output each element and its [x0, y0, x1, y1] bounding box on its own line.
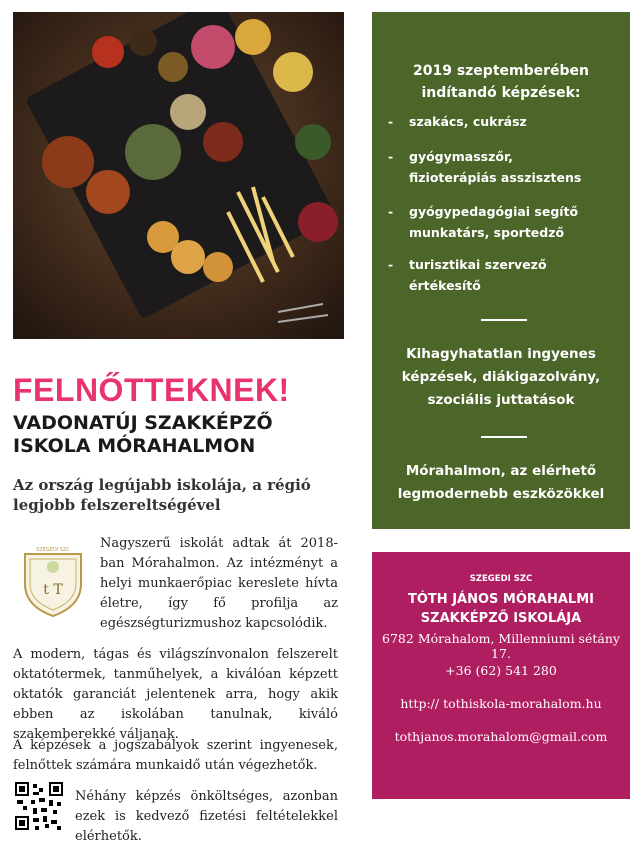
equipment-text — [372, 460, 630, 506]
divider — [481, 319, 527, 321]
bullet: - — [388, 114, 394, 129]
course-label: gyógymasszőr, — [409, 149, 514, 164]
benefits-line: képzések, diákigazolvány, — [401, 369, 601, 385]
school-name-line: SZAKKÉPZŐ ISKOLÁJA — [420, 611, 582, 626]
svg-text:t T: t T — [43, 582, 63, 598]
tagline: Az ország legújabb iskolája, a régió legjobb felszereltségével — [13, 476, 311, 514]
course-label: munkatárs, sportedző — [409, 225, 565, 240]
equipment-line: legmodernebb eszközökkel — [397, 486, 605, 502]
website-link[interactable]: http:// tothiskola-morahalom.hu — [400, 696, 602, 711]
divider — [481, 436, 527, 438]
fee-paragraph: Néhány képzés önköltséges, azonban ezek is kedvező fizetési feltételekkel elérhetők. — [75, 789, 338, 844]
email-link[interactable]: tothjanos.morahalom@gmail.com — [394, 729, 608, 744]
school-name — [372, 590, 630, 628]
courses-title — [372, 60, 630, 104]
subheadline-line: ISKOLA MÓRAHALMON — [13, 435, 256, 457]
phone-number[interactable]: +36 (62) 541 280 — [445, 663, 557, 678]
headline: FELNŐTTEKNEK! — [13, 372, 290, 408]
bullet: - — [388, 204, 394, 219]
facilities-paragraph: A modern, tágas és világszínvonalon felszerelt oktatótermek, tanműhelyek, a kiválóan képzett oktatók garanciát jelentenek arra, hogy akik ebben az iskolában tanulnak, kiváló szakemberekké váljanak. — [13, 647, 338, 742]
course-label: szakács, cukrász — [409, 114, 527, 129]
benefits-text — [372, 343, 630, 412]
subheadline — [13, 412, 273, 458]
courses-title-line: 2019 szeptemberében — [412, 63, 589, 79]
contact-panel — [372, 552, 630, 799]
course-label: fizioterápiás asszisztens — [409, 170, 582, 185]
benefits-line: Kihagyhatatlan ingyenes — [406, 346, 596, 362]
equipment-line: Mórahalmon, az elérhető — [405, 463, 597, 479]
benefits-line: szociális juttatások — [427, 392, 575, 408]
free-courses-paragraph: A képzések a jogszabályok szerint ingyenesek, felnőttek számára munkaidő után végezhetők. — [13, 738, 338, 773]
intro-paragraph: Nagyszerű iskolát adtak át 2018-ban Mórahalmon. Az intézményt a helyi munkaerőpiac kereslete hívta életre, így fő profilja az egészségturizmushoz kapcsolódik. — [100, 536, 338, 631]
food-photo — [13, 12, 344, 339]
bullet: - — [388, 257, 394, 272]
course-label: értékesítő — [409, 278, 481, 293]
school-name-line: TÓTH JÁNOS MÓRAHALMI — [408, 592, 594, 607]
bullet: - — [388, 149, 394, 164]
address: 6782 Mórahalom, Millenniumi sétány 17. — [382, 631, 620, 661]
course-label: gyógypedagógiai segítő — [409, 204, 579, 219]
qr-code[interactable] — [15, 782, 63, 830]
logo-text: SZEGEDI SZC — [36, 547, 70, 553]
courses-panel — [372, 12, 630, 529]
org-label: SZEGEDI SZC — [469, 574, 533, 584]
course-label: turisztikai szervező — [409, 257, 547, 272]
school-logo — [13, 540, 93, 620]
subheadline-line: VADONATÚJ SZAKKÉPZŐ — [13, 412, 273, 434]
courses-title-line: indítandó képzések: — [421, 85, 581, 101]
